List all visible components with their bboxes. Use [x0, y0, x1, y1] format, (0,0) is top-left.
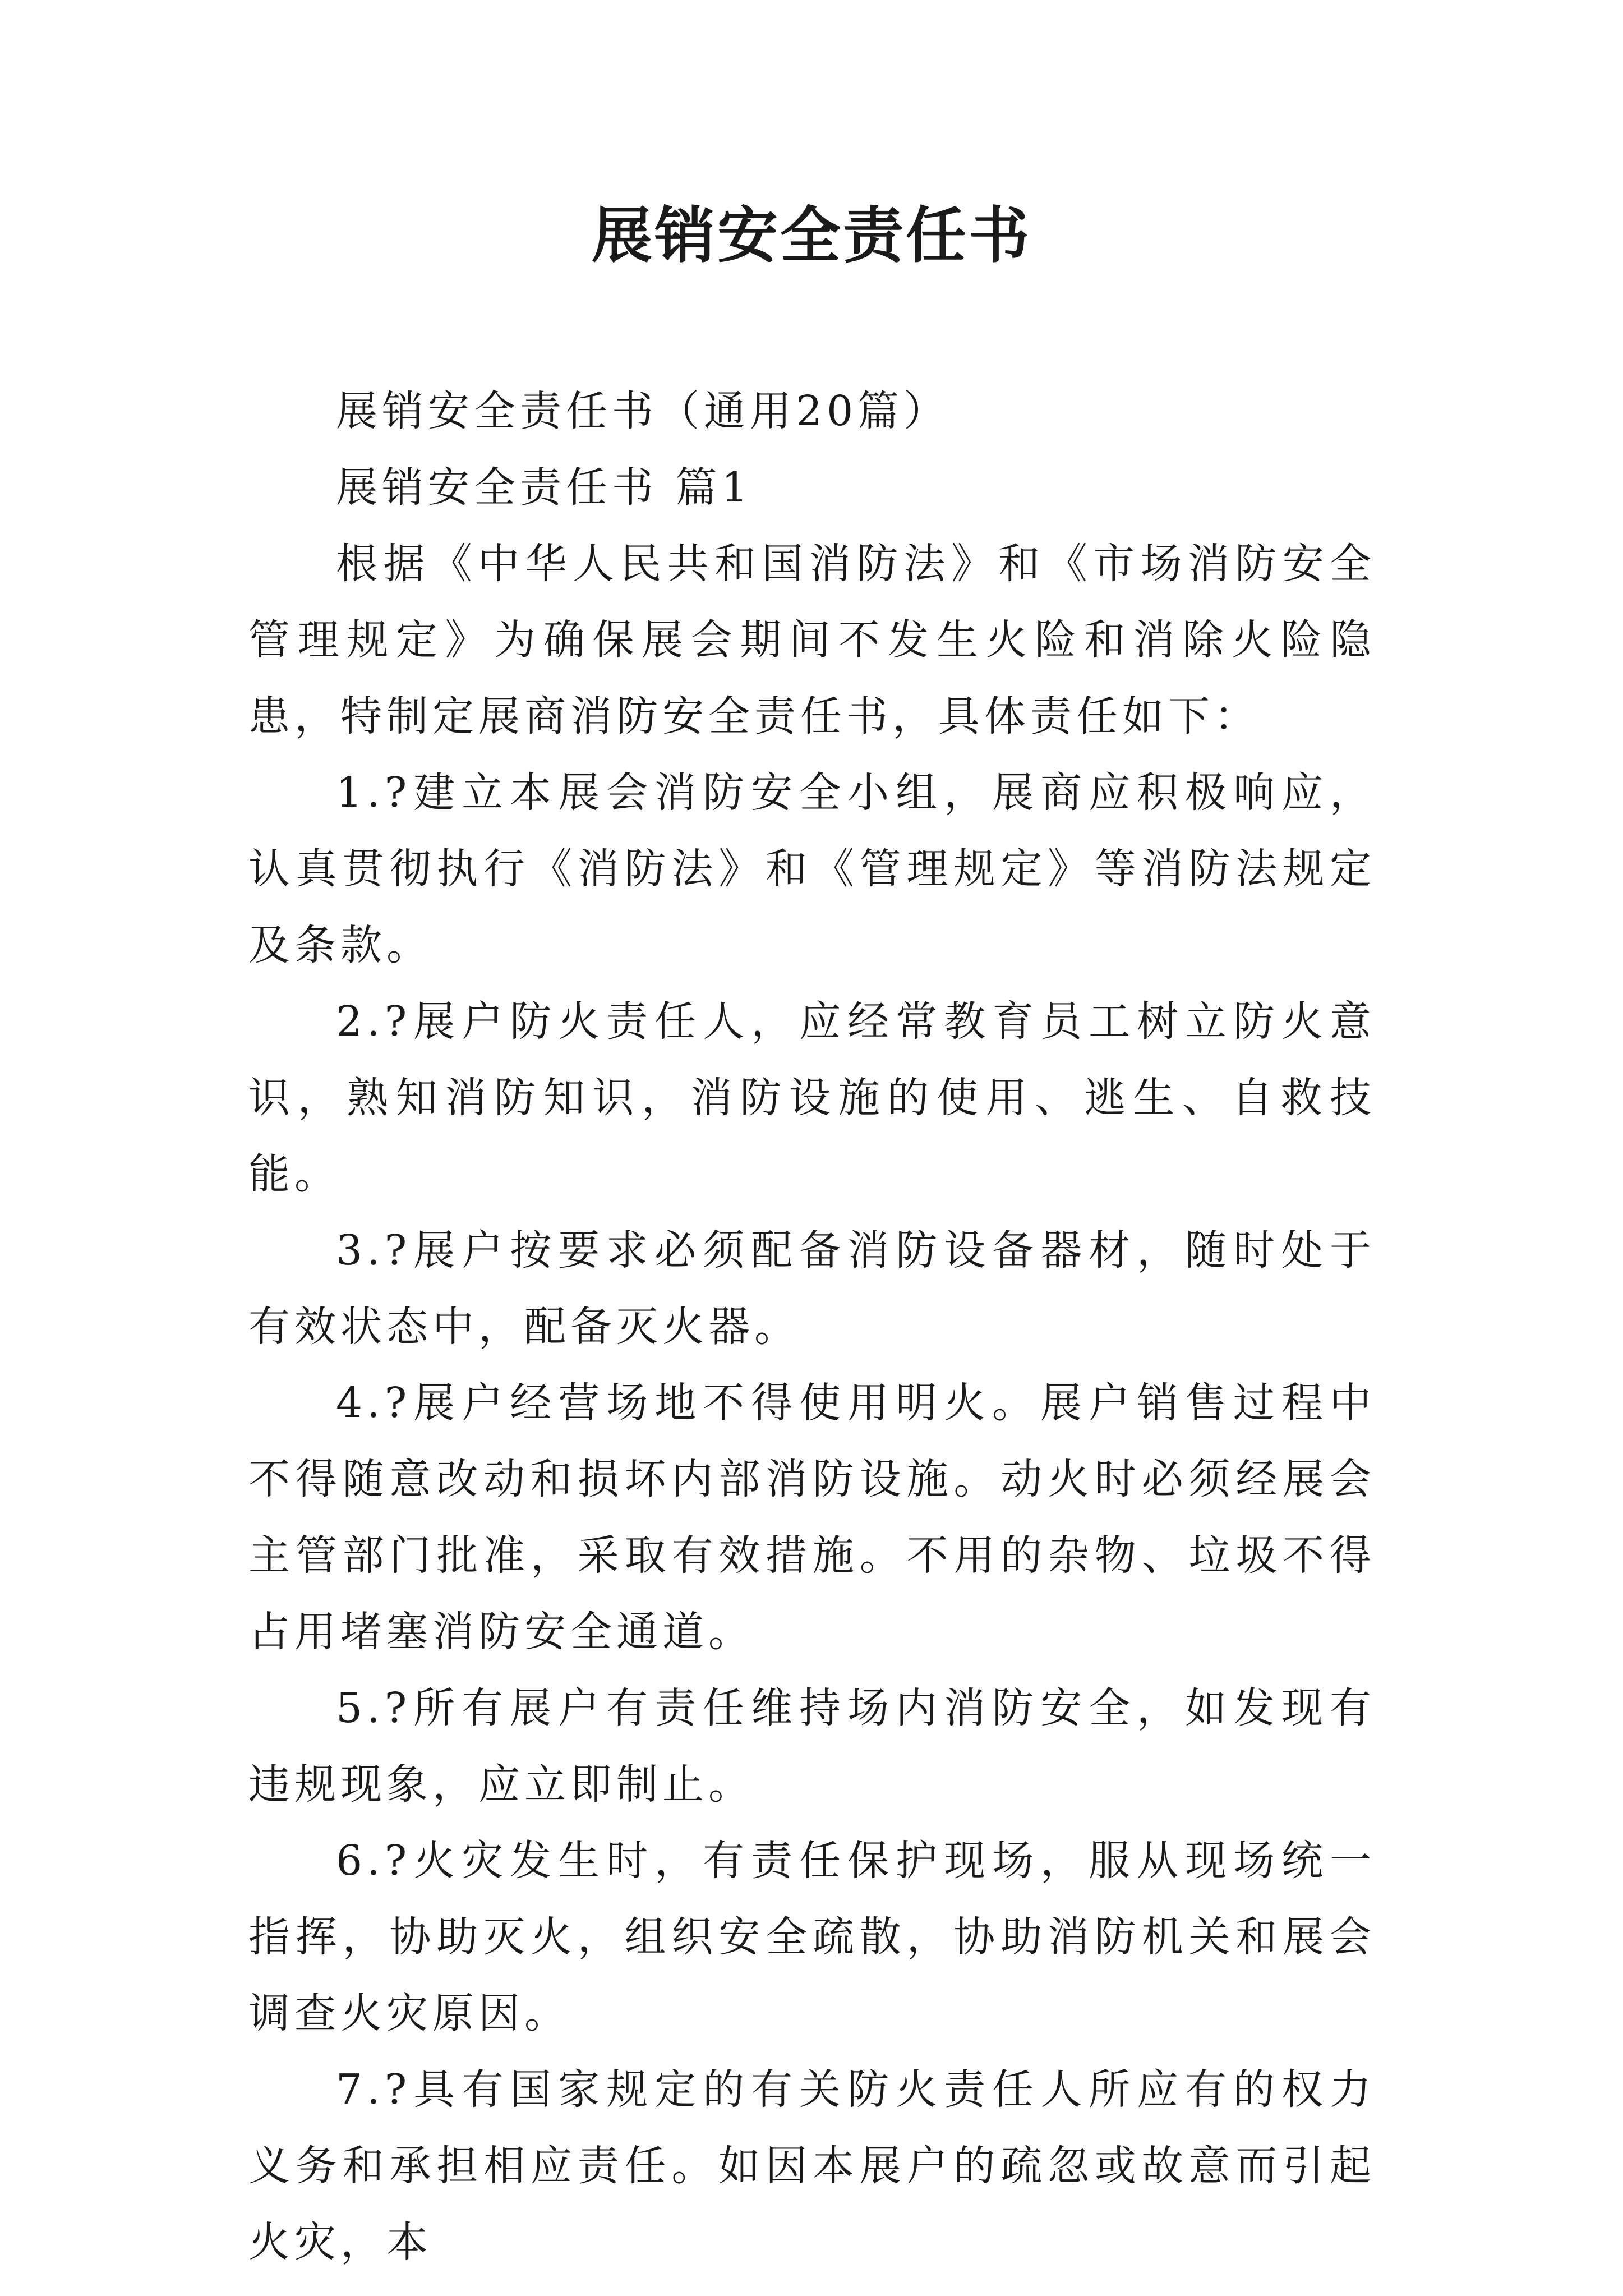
paragraph-item-1: 1.?建立本展会消防安全小组，展商应积极响应，认真贯彻执行《消防法》和《管理规定》等消防法规定及条款。	[248, 769, 1376, 969]
paragraph-item-6: 6.?火灾发生时，有责任保护现场，服从现场统一指挥，协助灭火，组织安全疏散，协助消防机关和展会调查火灾原因。	[248, 1837, 1376, 2037]
paragraph-item-4: 4.?展户经营场地不得使用明火。展户销售过程中不得随意改动和损坏内部消防设施。动火时必须经展会主管部门批准，采取有效措施。不用的杂物、垃圾不得占用堵塞消防安全通道。	[248, 1379, 1376, 1656]
document-body	[248, 373, 1376, 2280]
paragraph-subtitle: 展销安全责任书（通用20篇）	[336, 387, 950, 435]
paragraph-section-heading: 展销安全责任书 篇1	[336, 463, 753, 512]
paragraph-item-2: 2.?展户防火责任人，应经常教育员工树立防火意识，熟知消防知识，消防设施的使用、逃生、自救技能。	[248, 997, 1376, 1198]
paragraph-intro: 根据《中华人民共和国消防法》和《市场消防安全管理规定》为确保展会期间不发生火险和消除火险隐患，特制定展商消防安全责任书，具体责任如下：	[248, 540, 1376, 740]
paragraph-item-3: 3.?展户按要求必须配备消防设备器材，随时处于有效状态中，配备灭火器。	[248, 1226, 1376, 1351]
document-title: 展销安全责任书	[591, 200, 1031, 271]
paragraph-item-7: 7.?具有国家规定的有关防火责任人所应有的权力义务和承担相应责任。如因本展户的疏忽或故意而引起火灾，本	[248, 2065, 1376, 2266]
paragraph-item-5: 5.?所有展户有责任维持场内消防安全，如发现有违规现象，应立即制止。	[248, 1684, 1376, 1809]
